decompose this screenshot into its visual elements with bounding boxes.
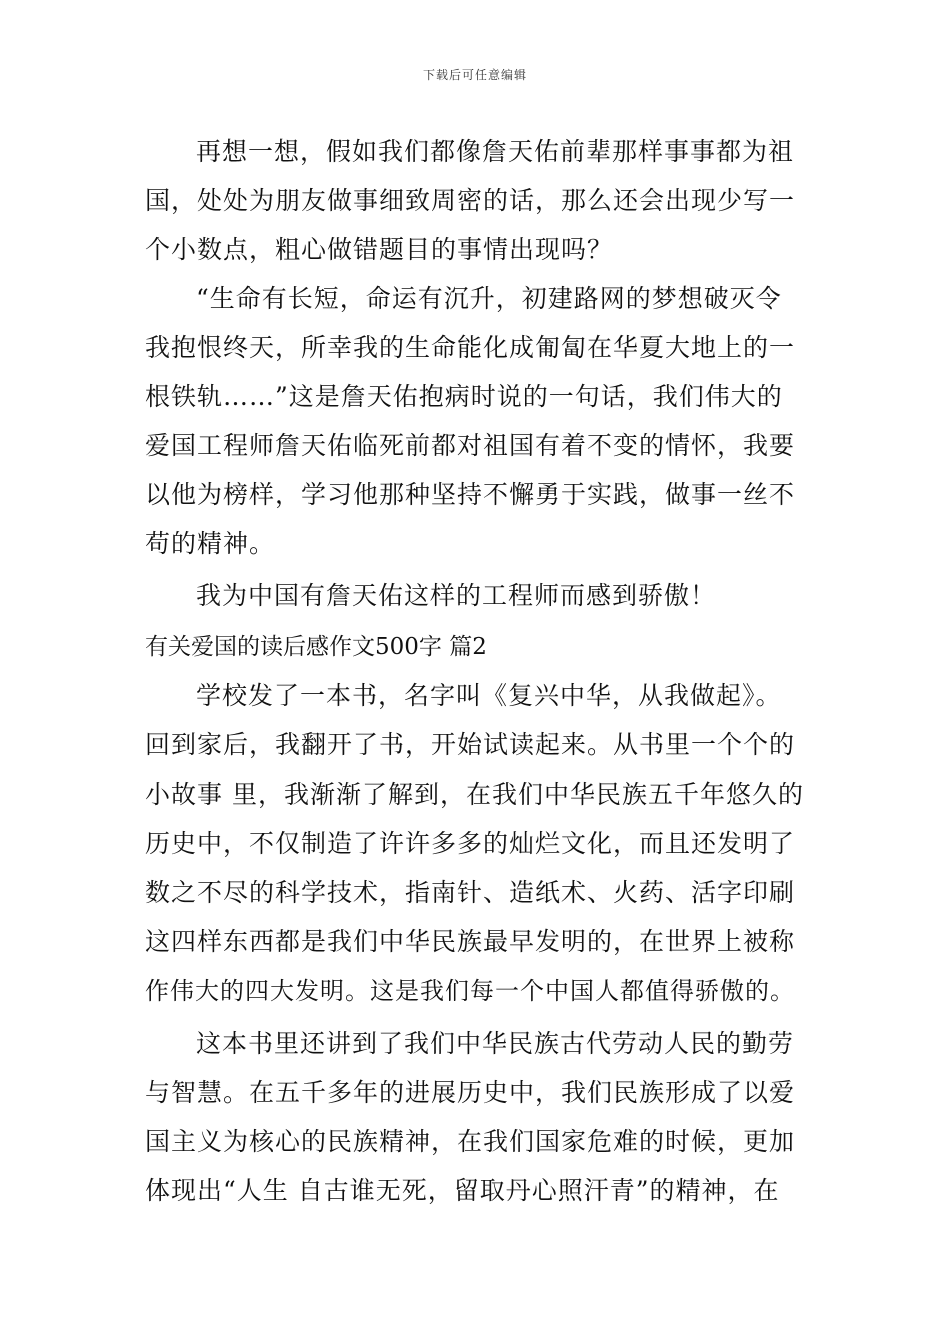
paragraph-line: 再想一想，假如我们都像詹天佑前辈那样事事都为祖 (196, 137, 795, 166)
paragraph-line: 国，处处为朋友做事细致周密的话，那么还会出现少写一 (145, 186, 796, 215)
paragraph-line: 我为中国有詹天佑这样的工程师而感到骄傲！ (196, 581, 717, 610)
paragraph-line: 数之不尽的科学技术，指南针、造纸术、火药、活字印刷 (145, 878, 796, 907)
paragraph-line: 以他为榜样，学习他那种坚持不懈勇于实践，做事一丝不 (145, 480, 796, 509)
paragraph-line: 爱国工程师詹天佑临死前都对祖国有着不变的情怀，我要 (145, 431, 796, 460)
paragraph-line: 这本书里还讲到了我们中华民族古代劳动人民的勤劳 (196, 1029, 795, 1058)
paragraph-line: 个小数点，粗心做错题目的事情出现吗？ (145, 235, 614, 264)
section-heading: 有关爱国的读后感作文500字 篇2 (145, 634, 487, 660)
paragraph-line: “生命有长短，命运有沉升，初建路网的梦想破灭令 (196, 284, 782, 313)
paragraph-line: 作伟大的四大发明。这是我们每一个中国人都值得骄傲的。 (145, 977, 795, 1005)
paragraph-line: 我抱恨终天，所幸我的生命能化成匍匐在华夏大地上的一 (145, 333, 796, 362)
paragraph-line: 体现出“人生 自古谁无死，留取丹心照汗青”的精神，在 (145, 1176, 780, 1205)
paragraph-line: 这四样东西都是我们中华民族最早发明的，在世界上被称 (145, 927, 796, 956)
paragraph-line: 历史中，不仅制造了许许多多的灿烂文化，而且还发明了 (145, 829, 796, 858)
paragraph-line: 与智慧。在五千多年的进展历史中，我们民族形成了以爱 (145, 1078, 796, 1107)
paragraph-line: 国主义为核心的民族精神，在我们国家危难的时候，更加 (145, 1127, 796, 1156)
paragraph-line: 回到家后，我翻开了书，开始试读起来。从书里一个个的 (145, 730, 796, 759)
paragraph-line: 根铁轨……”这是詹天佑抱病时说的一句话，我们伟大的 (145, 382, 783, 411)
paragraph-line: 苟的精神。 (145, 529, 276, 558)
page-header-note: 下载后可任意编辑 (422, 68, 527, 82)
paragraph-line: 小故事 里，我渐渐了解到，在我们中华民族五千年悠久的 (145, 780, 804, 809)
paragraph-line: 学校发了一本书，名字叫《复兴中华，从我做起》。 (196, 681, 782, 710)
